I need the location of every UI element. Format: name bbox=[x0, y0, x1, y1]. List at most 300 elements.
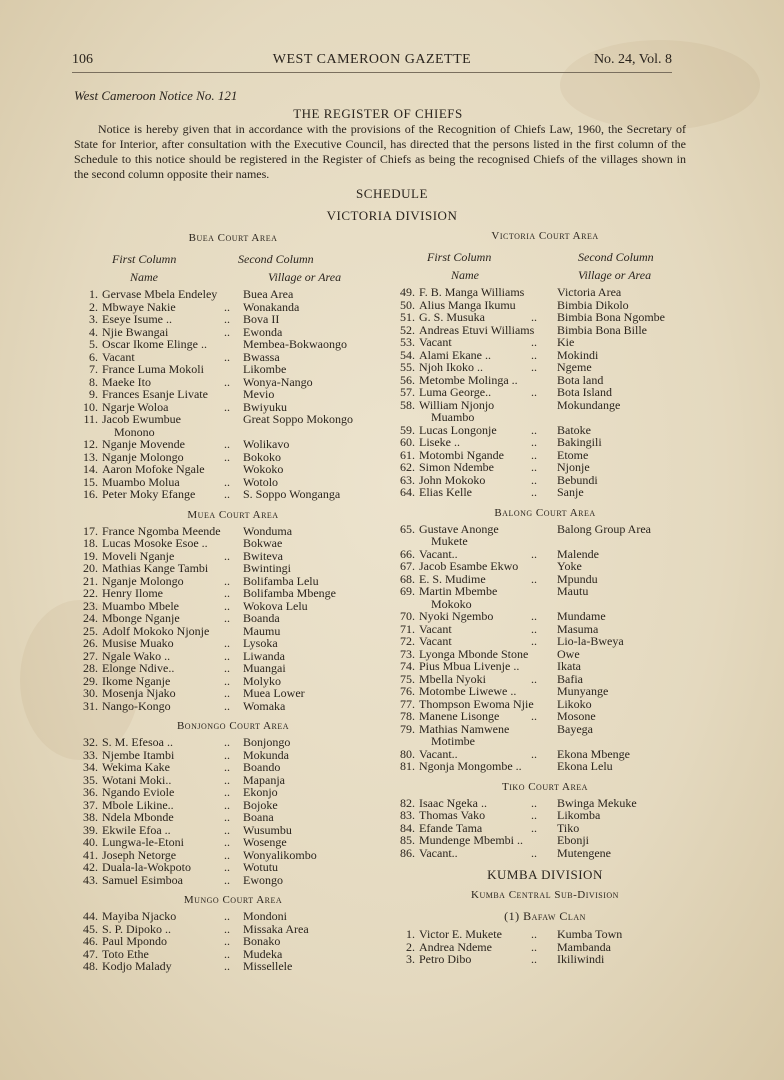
chief-name: Oscar Ikome Elinge .. bbox=[102, 337, 207, 351]
row-number: 70. bbox=[400, 609, 415, 623]
row-number: 14. bbox=[83, 462, 98, 476]
notice-text: Notice is hereby given that in accordance with the provisions of the Recognition of Chiefs Law, 1960, the Secretary of State for Interior, after consultation with the Executive Council, has directed that the persons listed in the first column of the Schedule to this notice should be registered in the Register of Chiefs as being the recognised Chiefs of the villages shown in the second column opposite their names. bbox=[74, 122, 686, 181]
row-number: 31. bbox=[83, 698, 98, 713]
row-number: 24. bbox=[83, 611, 98, 625]
village-name: Mudeka bbox=[243, 946, 283, 961]
chief-row bbox=[395, 928, 695, 941]
chief-row bbox=[78, 288, 388, 301]
row-number: 58. bbox=[400, 397, 415, 412]
row-number: 5. bbox=[89, 337, 98, 351]
chief-name: Njembe Itambi bbox=[102, 747, 175, 762]
row-number: 30. bbox=[83, 686, 98, 700]
leader-dots: .. bbox=[531, 634, 537, 648]
chief-name: S. M. Efesoa .. bbox=[102, 735, 173, 749]
village-name: Great Soppo Mokongo bbox=[243, 412, 353, 426]
chief-name: Wekima Kake bbox=[102, 760, 171, 774]
leader-dots: .. bbox=[531, 621, 537, 636]
village-name: Womaka bbox=[243, 698, 286, 713]
village-name: Mpundu bbox=[557, 571, 598, 586]
chief-row bbox=[395, 953, 695, 966]
row-number: 35. bbox=[83, 772, 98, 787]
village-name: Bimbia Dikolo bbox=[557, 297, 629, 312]
chief-name: Lyonga Mbonde Stone bbox=[419, 646, 529, 661]
chief-name: Elonge Ndive.. bbox=[102, 661, 175, 675]
village-name: Wotutu bbox=[243, 860, 279, 874]
village-name: Ewonda bbox=[243, 324, 283, 339]
village-name: Yoke bbox=[557, 559, 582, 573]
name-head: Name bbox=[451, 268, 479, 282]
row-number: 3. bbox=[89, 312, 98, 326]
row-number: 21. bbox=[83, 573, 98, 588]
subdivision-title: Kumba Central Sub-Division bbox=[471, 889, 619, 901]
chief-row bbox=[395, 486, 695, 499]
leader-dots: .. bbox=[224, 860, 230, 874]
chief-row bbox=[78, 562, 388, 575]
village-name: Wokoko bbox=[243, 462, 284, 476]
chief-name: Thompson Ewoma Njie bbox=[419, 696, 534, 711]
row-number: 2. bbox=[406, 939, 415, 954]
chief-name: Musise Muako bbox=[102, 636, 174, 650]
village-head: Village or Area bbox=[578, 268, 652, 282]
village-name: Boana bbox=[243, 810, 274, 824]
chief-row bbox=[78, 662, 388, 675]
chief-row bbox=[395, 585, 695, 598]
leader-dots: .. bbox=[224, 797, 230, 812]
court-area-title: Tiko Court Area bbox=[502, 780, 588, 793]
leader-dots: .. bbox=[531, 795, 537, 810]
village-name: Bota Island bbox=[557, 385, 612, 399]
chief-name: Ekwile Efoa .. bbox=[102, 822, 171, 837]
row-number: 75. bbox=[400, 671, 415, 686]
name-continuation: Monono bbox=[114, 424, 155, 439]
chief-name: Mbwaye Nakie bbox=[102, 299, 176, 314]
chief-row bbox=[78, 313, 388, 326]
chief-name: Petro Dibo bbox=[419, 952, 472, 966]
village-name: Victoria Area bbox=[557, 285, 622, 299]
leader-dots: .. bbox=[531, 435, 537, 449]
leader-dots: .. bbox=[224, 636, 230, 650]
village-name: Ekonjo bbox=[243, 785, 278, 799]
first-column-head: First Column bbox=[112, 252, 177, 266]
row-number: 81. bbox=[400, 759, 415, 773]
chief-name: Duala-la-Wokpoto bbox=[102, 860, 192, 874]
court-area-title: Victoria Court Area bbox=[491, 230, 599, 242]
village-name: Njonje bbox=[557, 460, 590, 474]
chief-name: France Ngomba Meende bbox=[102, 523, 221, 538]
leader-dots: .. bbox=[531, 460, 537, 474]
row-number: 29. bbox=[83, 673, 98, 688]
name-continuation: Mokoko bbox=[431, 596, 472, 611]
chief-name: Vacant bbox=[419, 335, 452, 349]
leader-dots: .. bbox=[531, 360, 537, 374]
village-name: Mondoni bbox=[243, 909, 288, 923]
row-number: 56. bbox=[400, 372, 415, 387]
chief-name: F. B. Manga Williams bbox=[419, 285, 525, 299]
village-name: Bimbia Bona Bille bbox=[557, 322, 647, 337]
village-head: Village or Area bbox=[268, 270, 342, 284]
chief-name: Andrea Ndeme bbox=[419, 939, 492, 954]
leader-dots: .. bbox=[224, 661, 230, 675]
row-number: 45. bbox=[83, 921, 98, 936]
village-name: Bokoko bbox=[243, 449, 282, 464]
row-number: 13. bbox=[83, 449, 98, 464]
chief-name: Vacant.. bbox=[419, 746, 458, 761]
chief-row bbox=[395, 710, 695, 723]
chief-name: Victor E. Mukete bbox=[419, 927, 502, 941]
leader-dots: .. bbox=[224, 946, 230, 961]
chief-name: Manene Lisonge bbox=[419, 709, 500, 723]
chief-row bbox=[395, 809, 695, 822]
row-number: 86. bbox=[400, 845, 415, 860]
row-number: 26. bbox=[83, 636, 98, 650]
name-continuation: Mukete bbox=[431, 534, 468, 548]
chief-name: Peter Moky Efange bbox=[102, 487, 196, 501]
row-number: 1. bbox=[406, 927, 415, 941]
village-name: Missaka Area bbox=[243, 921, 309, 936]
row-number: 79. bbox=[400, 721, 415, 736]
leader-dots: .. bbox=[224, 399, 230, 414]
chief-name: Ngonja Mongombe .. bbox=[419, 759, 522, 773]
village-name: Maumu bbox=[243, 623, 281, 638]
chief-row bbox=[395, 610, 695, 623]
chief-name: Martin Mbembe bbox=[419, 584, 498, 598]
village-name: Likomba bbox=[557, 808, 601, 822]
row-number: 69. bbox=[400, 584, 415, 598]
row-number: 20. bbox=[83, 561, 98, 575]
village-name: Mokunda bbox=[243, 747, 289, 762]
chief-name: Luma George.. bbox=[419, 385, 492, 399]
row-number: 28. bbox=[83, 661, 98, 675]
chief-name: John Mokoko bbox=[419, 472, 486, 487]
gazette-title: WEST CAMEROON GAZETTE bbox=[272, 52, 472, 67]
village-name: Muea Lower bbox=[243, 686, 305, 700]
register-title: THE REGISTER OF CHIEFS bbox=[293, 106, 463, 121]
village-name: Mutengene bbox=[557, 845, 611, 860]
chief-name: Lungwa-le-Etoni bbox=[102, 835, 184, 849]
row-number: 55. bbox=[400, 360, 415, 374]
chief-row bbox=[78, 438, 388, 451]
village-name: Wotolo bbox=[243, 474, 279, 489]
village-name: Bwinga Mekuke bbox=[557, 795, 637, 810]
chief-name: G. S. Musuka bbox=[419, 310, 486, 324]
division-title: VICTORIA DIVISION bbox=[326, 208, 458, 223]
row-number: 44. bbox=[83, 909, 98, 923]
row-number: 32. bbox=[83, 735, 98, 749]
chief-name: Ngale Wako .. bbox=[102, 648, 171, 663]
chief-name: Motombi Ngande bbox=[419, 447, 504, 462]
chief-row bbox=[395, 760, 695, 773]
chief-row bbox=[78, 960, 388, 973]
chief-row bbox=[78, 861, 388, 874]
leader-dots: .. bbox=[224, 921, 230, 936]
chief-row bbox=[78, 700, 388, 713]
chief-name: Frances Esanje Livate bbox=[102, 387, 208, 401]
chief-name: Muambo Molua bbox=[102, 474, 180, 489]
row-number: 8. bbox=[89, 374, 98, 389]
second-column-head: Second Column bbox=[578, 250, 654, 264]
leader-dots: .. bbox=[224, 349, 230, 364]
right-column bbox=[395, 230, 695, 966]
leader-dots: .. bbox=[531, 447, 537, 462]
chief-name: Jacob Esambe Ekwo bbox=[419, 559, 519, 573]
row-number: 25. bbox=[83, 623, 98, 638]
chief-name: Nganje Molongo bbox=[102, 449, 184, 464]
leader-dots: .. bbox=[224, 959, 230, 973]
leader-dots: .. bbox=[531, 671, 537, 686]
row-number: 48. bbox=[83, 959, 98, 973]
name-head: Name bbox=[130, 270, 158, 284]
chief-row bbox=[395, 386, 695, 399]
leader-dots: .. bbox=[224, 772, 230, 787]
chief-name: Mbella Nyoki bbox=[419, 671, 486, 686]
chief-name: Mayiba Njacko bbox=[102, 909, 177, 923]
chief-name: Toto Ethe bbox=[102, 946, 149, 961]
row-number: 46. bbox=[83, 934, 98, 948]
row-number: 4. bbox=[89, 324, 98, 339]
row-number: 27. bbox=[83, 648, 98, 663]
village-name: Bokwae bbox=[243, 536, 283, 550]
village-name: Bebundi bbox=[557, 472, 598, 487]
village-name: Bojoke bbox=[243, 797, 278, 812]
village-name: S. Soppo Wonganga bbox=[243, 487, 341, 501]
leader-dots: .. bbox=[224, 735, 230, 749]
village-name: Bayega bbox=[557, 721, 593, 736]
village-name: Mundame bbox=[557, 609, 606, 623]
row-number: 12. bbox=[83, 437, 98, 451]
village-name: Etome bbox=[557, 447, 589, 462]
row-number: 41. bbox=[83, 847, 98, 862]
second-column-head: Second Column bbox=[238, 252, 314, 266]
village-name: Ekona Mbenge bbox=[557, 746, 630, 761]
village-name: Mambanda bbox=[557, 939, 611, 954]
village-name: Boando bbox=[243, 760, 281, 774]
leader-dots: .. bbox=[224, 909, 230, 923]
chief-row bbox=[395, 834, 695, 847]
row-number: 23. bbox=[83, 598, 98, 613]
chief-row bbox=[78, 537, 388, 550]
clan-title: (1) Bafaw Clan bbox=[504, 909, 586, 923]
row-number: 61. bbox=[400, 447, 415, 462]
village-name: Bolifamba Mbenge bbox=[243, 586, 336, 600]
village-name: Ikata bbox=[557, 659, 581, 673]
column-heads bbox=[395, 250, 695, 286]
village-name: Missellele bbox=[243, 959, 293, 973]
row-number: 1. bbox=[89, 287, 98, 301]
chief-row bbox=[78, 413, 388, 426]
chief-row bbox=[395, 461, 695, 474]
chief-name: Njie Bwangai bbox=[102, 324, 169, 339]
village-name: Wonduma bbox=[243, 523, 293, 538]
leader-dots: .. bbox=[224, 598, 230, 613]
chief-name: Ngarje Woloa bbox=[102, 399, 169, 414]
chief-row bbox=[395, 436, 695, 449]
row-number: 67. bbox=[400, 559, 415, 573]
village-name: Bolifamba Lelu bbox=[243, 573, 319, 588]
chief-row bbox=[395, 399, 695, 412]
chief-row bbox=[78, 488, 388, 501]
row-number: 71. bbox=[400, 621, 415, 636]
village-name: Bwintingi bbox=[243, 561, 292, 575]
row-number: 52. bbox=[400, 322, 415, 337]
chief-row bbox=[395, 685, 695, 698]
chief-name: Joseph Netorge bbox=[102, 847, 177, 862]
leader-dots: .. bbox=[531, 472, 537, 487]
leader-dots: .. bbox=[224, 747, 230, 762]
leader-dots: .. bbox=[224, 487, 230, 501]
court-area-title: Buea Court Area bbox=[188, 232, 278, 244]
court-area-title: Balong Court Area bbox=[494, 506, 596, 519]
chief-name: Elias Kelle bbox=[419, 485, 472, 499]
leader-dots: .. bbox=[531, 571, 537, 586]
chief-row bbox=[78, 363, 388, 376]
chief-row bbox=[78, 935, 388, 948]
chief-name: Mathias Kange Tambi bbox=[102, 561, 209, 575]
row-number: 84. bbox=[400, 820, 415, 835]
chief-name: Jacob Ewumbue bbox=[102, 412, 181, 426]
village-name: Buea Area bbox=[243, 287, 294, 301]
chief-name: Muambo Mbele bbox=[102, 598, 179, 613]
row-number: 65. bbox=[400, 521, 415, 536]
chief-row bbox=[78, 687, 388, 700]
chief-name: Alius Manga Ikumu bbox=[419, 297, 516, 312]
leader-dots: .. bbox=[531, 546, 537, 561]
row-number: 51. bbox=[400, 310, 415, 324]
village-name: Wonya-Nango bbox=[243, 374, 313, 389]
chief-name: Alami Ekane .. bbox=[419, 347, 491, 362]
leader-dots: .. bbox=[224, 847, 230, 862]
chief-name: Gervase Mbela Endeley bbox=[102, 287, 218, 301]
chief-name: Vacant.. bbox=[419, 845, 458, 860]
village-name: Tiko bbox=[557, 820, 580, 835]
leader-dots: .. bbox=[531, 385, 537, 399]
leader-dots: .. bbox=[224, 673, 230, 688]
row-number: 76. bbox=[400, 684, 415, 698]
row-number: 9. bbox=[89, 387, 98, 401]
village-name: Ebonji bbox=[557, 833, 589, 847]
row-number: 15. bbox=[83, 474, 98, 489]
leader-dots: .. bbox=[224, 648, 230, 663]
schedule-title: SCHEDULE bbox=[356, 186, 428, 201]
chief-row bbox=[395, 847, 695, 860]
chief-name: Mundenge Mbembi .. bbox=[419, 833, 523, 847]
leader-dots: .. bbox=[224, 934, 230, 948]
leader-dots: .. bbox=[531, 709, 537, 723]
village-name: Sanje bbox=[557, 485, 584, 499]
chief-row bbox=[395, 286, 695, 299]
leader-dots: .. bbox=[531, 310, 537, 324]
first-column-head: First Column bbox=[427, 250, 492, 264]
chief-row bbox=[78, 463, 388, 476]
leader-dots: .. bbox=[224, 437, 230, 451]
village-name: Mevio bbox=[243, 387, 275, 401]
chief-row bbox=[78, 786, 388, 799]
village-name: Wonyalikombo bbox=[243, 847, 317, 862]
chief-row bbox=[78, 388, 388, 401]
row-number: 40. bbox=[83, 835, 98, 849]
chief-name: Ngando Eviole bbox=[102, 785, 175, 799]
court-area-title: Muea Court Area bbox=[187, 508, 279, 521]
chief-name: Pius Mbua Livenje .. bbox=[419, 659, 520, 673]
village-name: Wokova Lelu bbox=[243, 598, 308, 613]
chief-name: S. P. Dipoko .. bbox=[102, 921, 172, 936]
name-continuation: Motimbe bbox=[431, 734, 475, 748]
row-number: 43. bbox=[83, 872, 98, 887]
chief-name: Gustave Anonge bbox=[419, 521, 499, 536]
chief-row bbox=[78, 612, 388, 625]
village-name: Bota land bbox=[557, 372, 604, 387]
row-number: 10. bbox=[83, 399, 98, 414]
leader-dots: .. bbox=[224, 299, 230, 314]
row-number: 47. bbox=[83, 946, 98, 961]
page-header bbox=[72, 52, 672, 73]
village-name: Wonakanda bbox=[243, 299, 300, 314]
village-name: Kumba Town bbox=[557, 927, 623, 941]
leader-dots: .. bbox=[224, 872, 230, 887]
village-name: Munyange bbox=[557, 684, 609, 698]
chief-name: Mathias Namwene bbox=[419, 721, 510, 736]
village-name: Bwassa bbox=[243, 349, 280, 364]
village-name: Bimbia Bona Ngombe bbox=[557, 310, 665, 324]
row-number: 50. bbox=[400, 297, 415, 312]
row-number: 49. bbox=[400, 285, 415, 299]
village-name: Mautu bbox=[557, 584, 589, 598]
chief-row bbox=[395, 635, 695, 648]
leader-dots: .. bbox=[224, 611, 230, 625]
row-number: 39. bbox=[83, 822, 98, 837]
leader-dots: .. bbox=[224, 548, 230, 563]
row-number: 42. bbox=[83, 860, 98, 874]
leader-dots: .. bbox=[224, 822, 230, 837]
village-name: Wolikavo bbox=[243, 437, 290, 451]
chief-row bbox=[395, 523, 695, 536]
leader-dots: .. bbox=[224, 573, 230, 588]
row-number: 77. bbox=[400, 696, 415, 711]
leader-dots: .. bbox=[531, 820, 537, 835]
leader-dots: .. bbox=[224, 698, 230, 713]
row-number: 59. bbox=[400, 422, 415, 437]
village-name: Boanda bbox=[243, 611, 280, 625]
village-name: Malende bbox=[557, 546, 599, 561]
chief-name: Maeke Ito bbox=[102, 374, 151, 389]
row-number: 17. bbox=[83, 523, 98, 538]
chief-name: Vacant.. bbox=[419, 546, 458, 561]
chief-row bbox=[395, 361, 695, 374]
chief-name: Samuel Esimboa bbox=[102, 872, 183, 887]
village-name: Bwiyuku bbox=[243, 399, 288, 414]
leader-dots: .. bbox=[531, 347, 537, 362]
row-number: 72. bbox=[400, 634, 415, 648]
volume-label: No. 24, Vol. 8 bbox=[593, 52, 672, 67]
village-name: Lysoka bbox=[243, 636, 278, 650]
chief-row bbox=[395, 336, 695, 349]
leader-dots: .. bbox=[531, 927, 537, 941]
chief-name: Paul Mpondo bbox=[102, 934, 168, 948]
chief-name: Vacant bbox=[419, 621, 452, 636]
chief-row bbox=[78, 736, 388, 749]
chief-name: Vacant bbox=[102, 349, 135, 364]
chief-row bbox=[78, 761, 388, 774]
chief-row bbox=[78, 811, 388, 824]
village-name: Batoke bbox=[557, 422, 591, 437]
chief-row bbox=[78, 874, 388, 887]
court-area-title: Mungo Court Area bbox=[183, 894, 283, 906]
chief-name: Adolf Mokoko Njonje bbox=[102, 623, 210, 638]
leader-dots: .. bbox=[531, 335, 537, 349]
chief-row bbox=[78, 836, 388, 849]
chief-row bbox=[395, 660, 695, 673]
village-name: Ngeme bbox=[557, 360, 592, 374]
leader-dots: .. bbox=[531, 485, 537, 499]
